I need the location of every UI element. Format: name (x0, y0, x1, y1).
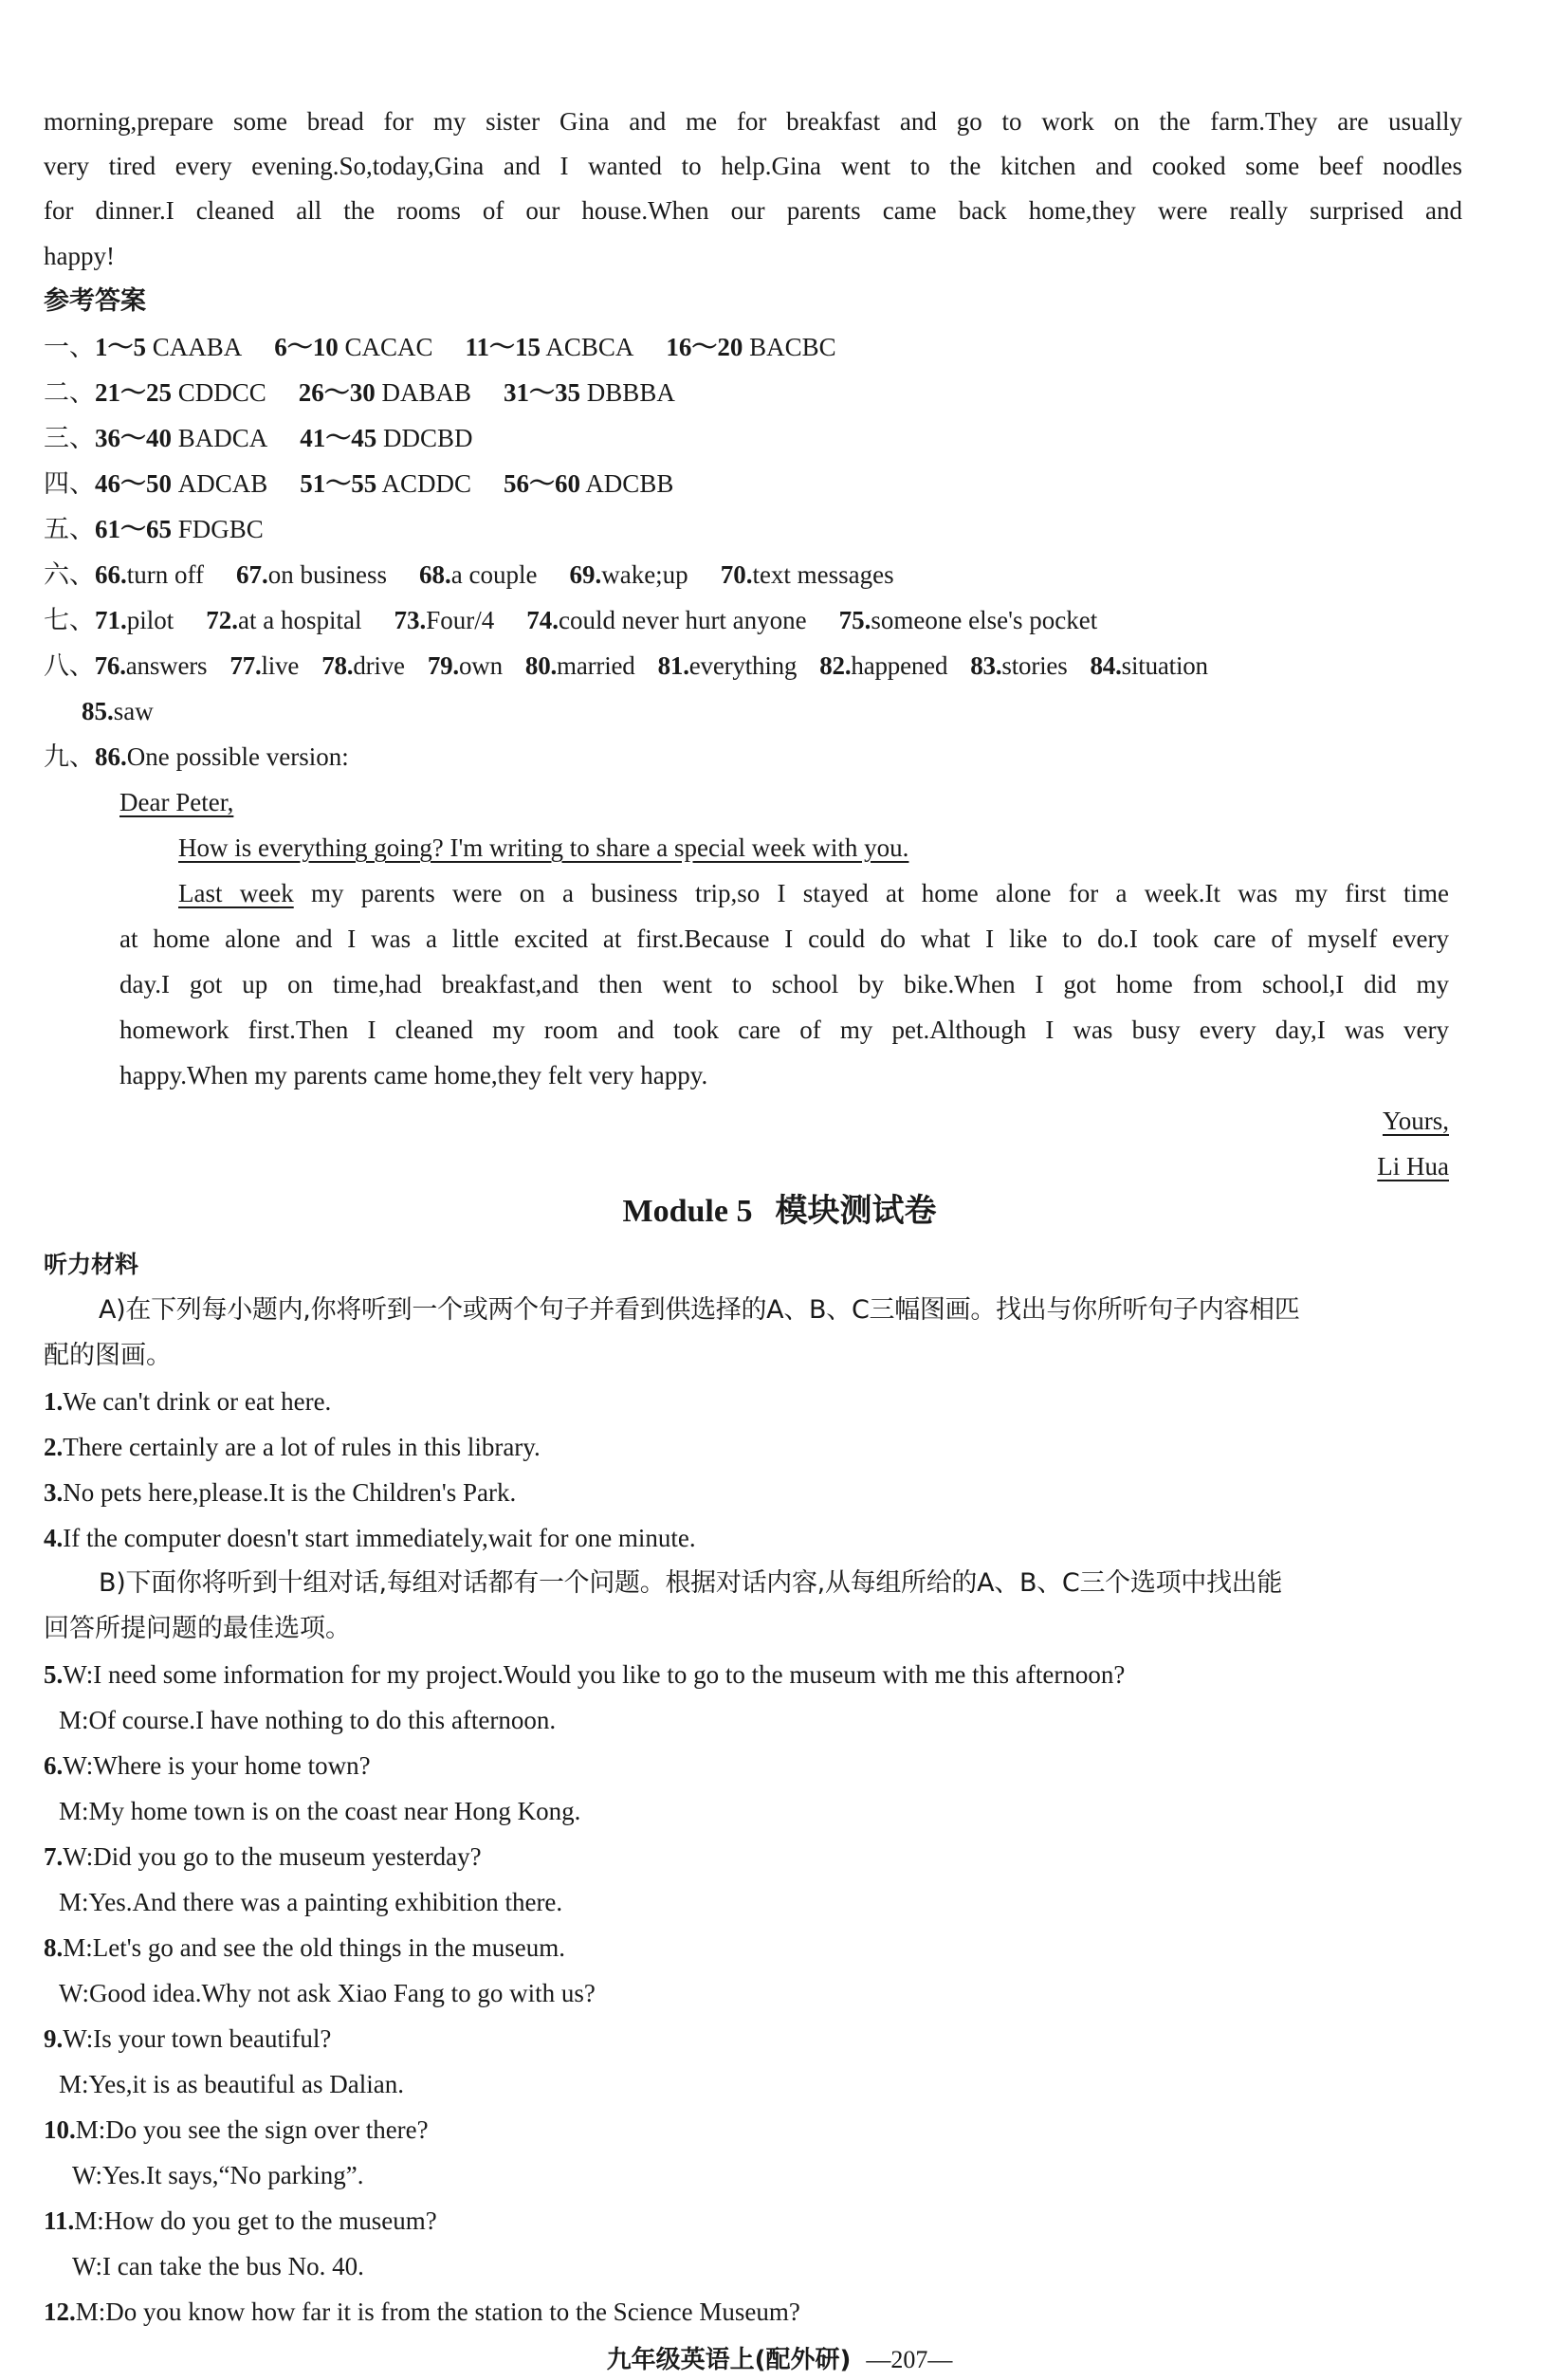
dialogue-line: 6.W:Where is your home town? (44, 1751, 371, 1780)
range: 82. (819, 651, 852, 680)
letter-body-line: happy.When my parents came home,they felt very happy. (119, 1061, 708, 1089)
answer: CDDCC (177, 378, 266, 407)
dialogue-line: W:I can take the bus No. 40. (72, 2252, 364, 2280)
dialogue-line: M:My home town is on the coast near Hong Kong. (59, 1797, 581, 1825)
answers-heading: 参考答案 (44, 286, 146, 316)
section-number: 七、 (44, 606, 95, 634)
answer: turn off (126, 560, 204, 589)
dialogue-line: 11.M:How do you get to the museum? (44, 2206, 437, 2235)
section-number: 一、 (44, 333, 95, 361)
range: 70. (720, 560, 753, 589)
letter-body-line: homework first.Then I cleaned my room and took care of my pet.Although I was busy every day,I was very (119, 1016, 1449, 1044)
range: 6～10 (274, 333, 339, 361)
book-title: 九年级英语上(配外研) (606, 2346, 852, 2374)
answer-row-1 (44, 330, 836, 364)
range: 71. (95, 606, 127, 634)
range: 31～35 (504, 378, 581, 407)
answer: ACDDC (381, 469, 472, 498)
module-title (0, 1190, 1559, 1233)
dialogue-line: W:Yes.It says,“No parking”. (72, 2161, 364, 2189)
range: 76. (94, 651, 126, 680)
listening-heading: 听力材料 (44, 1251, 139, 1278)
range: 78. (321, 651, 354, 680)
answer: DDCBD (383, 424, 473, 452)
range: 61～65 (95, 515, 172, 543)
range: 81. (657, 651, 689, 680)
dialogue-line: M:Of course.I have nothing to do this afternoon. (59, 1706, 557, 1734)
section-number: 八、 (44, 651, 95, 680)
answer: Four/4 (426, 606, 495, 634)
section-b-instruction: 回答所提问题的最佳选项。 (44, 1614, 351, 1643)
letter-body-line: Last week my parents were on a business trip,so I stayed at home alone for a week.It was my first time (178, 879, 1449, 907)
question-item: 2.There certainly are a lot of rules in this library. (44, 1433, 541, 1461)
section-number: 二、 (44, 378, 95, 407)
answer: at a hospital (238, 606, 362, 634)
answer: happened (851, 651, 948, 680)
section-number: 三、 (44, 424, 95, 452)
answer: text messages (752, 560, 894, 589)
answer-row-8 (44, 649, 1208, 683)
answer: live (261, 651, 300, 680)
answer: CACAC (344, 333, 433, 361)
range: 73. (394, 606, 427, 634)
range: 77. (229, 651, 262, 680)
answer: answers (125, 651, 208, 680)
answer: BACBC (749, 333, 836, 361)
range: 86. (95, 742, 127, 771)
question-item: 4.If the computer doesn't start immediately,wait for one minute. (44, 1524, 696, 1552)
range: 85. (82, 697, 114, 725)
letter-body-line: day.I got up on time,had breakfast,and then went to school by bike.When I got home from school,I did my (119, 970, 1449, 998)
range: 74. (526, 606, 559, 634)
answer: pilot (126, 606, 174, 634)
answer: saw (113, 697, 154, 725)
answer: DABAB (381, 378, 472, 407)
answer: on business (267, 560, 388, 589)
section-a-instruction: 配的图画。 (44, 1341, 172, 1370)
section-b-instruction: B)下面你将听到十组对话,每组对话都有一个问题。根据对话内容,从每组所给的A、B、C三个选项中找出能 (99, 1568, 1283, 1598)
passage-line: very tired every evening.So,today,Gina and I wanted to help.Gina went to the kitchen and cooked some beef noodles (44, 152, 1462, 180)
answer: BADCA (177, 424, 268, 452)
answer: a couple (450, 560, 538, 589)
answer: FDGBC (177, 515, 264, 543)
answer-row-4 (44, 467, 673, 501)
answer: ACBCA (545, 333, 634, 361)
answer-row-6 (44, 558, 894, 592)
range: 41～45 (300, 424, 377, 452)
range: 36～40 (95, 424, 172, 452)
answer-row-5 (44, 512, 264, 546)
module-title-en: Module 5 (622, 1194, 753, 1229)
range: 68. (419, 560, 451, 589)
passage-line: for dinner.I cleaned all the rooms of our house.When our parents came back home,they were really surprised and (44, 196, 1462, 225)
letter-closing: Yours, (1382, 1107, 1449, 1135)
range: 46～50 (95, 469, 172, 498)
answer-row-8-cont (82, 694, 154, 728)
range: 51～55 (300, 469, 377, 498)
section-number: 五、 (44, 515, 95, 543)
answer-row-7 (44, 603, 1097, 637)
answer: stories (1001, 651, 1068, 680)
range: 26～30 (298, 378, 376, 407)
range: 75. (838, 606, 871, 634)
range: 80. (524, 651, 558, 680)
letter-greeting: Dear Peter, (119, 788, 234, 816)
dialogue-line: 5.W:I need some information for my project.Would you like to go to the museum with me this afternoon? (44, 1660, 1126, 1689)
page-number: —207— (866, 2346, 953, 2373)
module-title-cn: 模块测试卷 (775, 1192, 937, 1230)
range: 16～20 (666, 333, 743, 361)
answer: own (458, 651, 503, 680)
question-item: 1.We can't drink or eat here. (44, 1387, 332, 1416)
answer: CAABA (152, 333, 243, 361)
range: 72. (206, 606, 239, 634)
range: 56～60 (504, 469, 581, 498)
dialogue-line: 10.M:Do you see the sign over there? (44, 2115, 429, 2144)
answer-row-3 (44, 421, 473, 455)
range: 66. (95, 560, 127, 589)
range: 11～15 (465, 333, 541, 361)
dialogue-line: M:Yes.And there was a painting exhibition there. (59, 1888, 563, 1916)
answer: someone else's pocket (871, 606, 1098, 634)
dialogue-line: 7.W:Did you go to the museum yesterday? (44, 1842, 482, 1871)
range: 83. (970, 651, 1002, 680)
question-item: 3.No pets here,please.It is the Children's Park. (44, 1478, 517, 1507)
answer: ADCAB (177, 469, 268, 498)
answer: DBBBA (586, 378, 675, 407)
letter-signature: Li Hua (1377, 1152, 1449, 1181)
range: 69. (569, 560, 602, 589)
answer-row-2 (44, 375, 675, 410)
range: 84. (1090, 651, 1122, 680)
section-number: 四、 (44, 469, 95, 498)
dialogue-line: 9.W:Is your town beautiful? (44, 2024, 332, 2053)
dialogue-line: 12.M:Do you know how far it is from the station to the Science Museum? (44, 2298, 800, 2326)
letter-body-line: at home alone and I was a little excited at first.Because I could do what I like to do.I took care of myself every (119, 925, 1449, 953)
range: 1～5 (95, 333, 146, 361)
answer: drive (353, 651, 405, 680)
dialogue-line: M:Yes,it is as beautiful as Dalian. (59, 2070, 404, 2098)
section-number: 六、 (44, 560, 95, 589)
answer: ADCBB (585, 469, 674, 498)
range: 21～25 (95, 378, 172, 407)
range: 79. (427, 651, 459, 680)
answer-row-9 (44, 740, 349, 774)
page-footer (0, 2340, 1559, 2375)
section-number: 九、 (44, 742, 95, 771)
passage-line: happy! (44, 242, 115, 270)
section-a-instruction: A)在下列每小题内,你将听到一个或两个句子并看到供选择的A、B、C三幅图画。找出与你所听句子内容相匹 (99, 1295, 1300, 1325)
answer: wake;up (601, 560, 688, 589)
passage-line: morning,prepare some bread for my sister Gina and me for breakfast and go to work on the farm.They are usually (44, 107, 1462, 136)
answer: everything (688, 651, 798, 680)
dialogue-line: 8.M:Let's go and see the old things in the museum. (44, 1933, 566, 1962)
dialogue-line: W:Good idea.Why not ask Xiao Fang to go with us? (59, 1979, 596, 2007)
answer: married (557, 651, 635, 680)
answer: situation (1121, 651, 1208, 680)
letter-opening: How is everything going? I'm writing to share a special week with you. (178, 833, 909, 862)
range: 67. (236, 560, 268, 589)
answer: could never hurt anyone (559, 606, 807, 634)
answer: One possible version: (126, 742, 349, 771)
